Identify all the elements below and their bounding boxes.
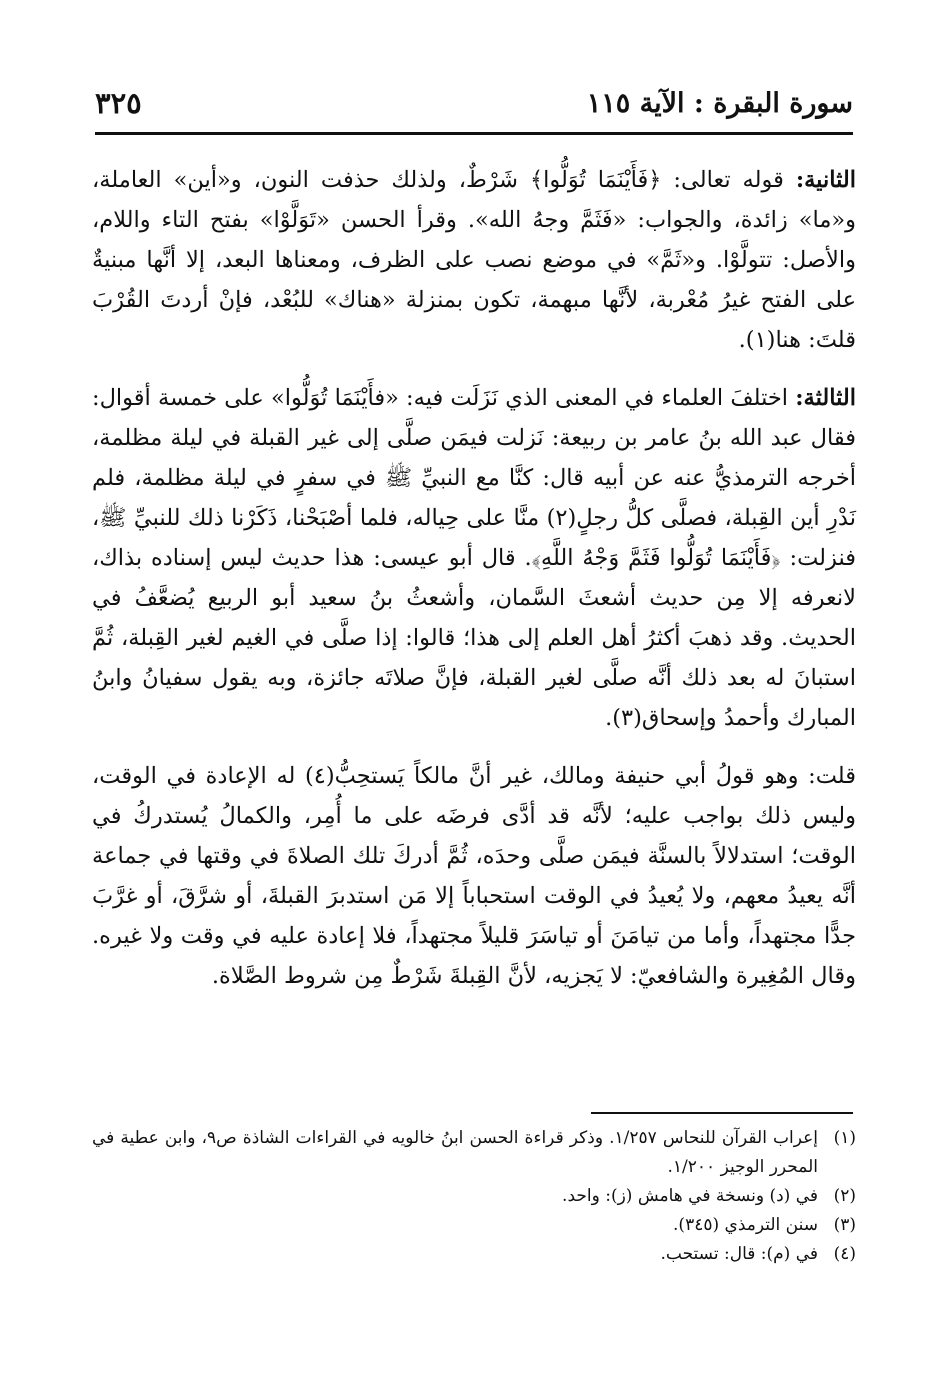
paragraph-text: قلت: وهو قولُ أبي حنيفة ومالك، غير أنَّ مالكاً يَستحِبُّ(٤) له الإعادة في الوقت، وليس ذلك بواجب عليه؛ لأنَّه قد أدَّى فرضَه على ما أُمِر، والكمالُ يُستدركُ في الوقت؛ استدلالاً بالسنَّة فيمَن صلَّى وحدَه، ثُمَّ أدركَ تلك الصلاةَ في وقتها في جماعة أنَّه يعيدُ معهم، ولا يُعيدُ في الوقت استحباباً إلا مَن استدبرَ القبلةَ، أو شرَّقَ، أو غرَّبَ جدًّا مجتهداً، وأما من تيامَنَ أو تياسَرَ قليلاً مجتهداً، فلا إعادة عليه في وقت ولا غيره. وقال المُغِيرة والشافعيّ: لا يَجزيه، لأنَّ القِبلةَ شَرْطٌ مِن شروط الصَّلاة. — [92, 763, 856, 989]
paragraph-commentary — [92, 756, 856, 996]
main-text — [92, 160, 856, 1014]
footnote-number: (١) — [833, 1128, 856, 1148]
footnote-number: (٣) — [833, 1215, 856, 1235]
footnote-item — [92, 1211, 856, 1240]
paragraph-third-issue — [92, 378, 856, 738]
running-header — [95, 84, 853, 130]
footnote-item — [92, 1182, 856, 1211]
paragraph-text: قوله تعالى: ﴿فَأَيْنَمَا تُوَلُّوا﴾ شَرْطٌ، ولذلك حذفت النون، و«أين» العاملة، و«ما» زائدة، والجواب: «فَثَمَّ وجهُ الله». وقرأ الحسن «تَوَلَّوْا» بفتح التاء واللام، والأصل: تتولَّوْا. و«ثَمَّ» في موضع نصب على الظرف، ومعناها البعد، إلا أنَّها مبنيةٌ على الفتح غيرُ مُعْربة، لأنَّها مبهمة، تكون بمنزلة «هناك» للبُعْد، فإنْ أردتَ القُرْبَ قلتَ: هنا(١). — [92, 167, 856, 353]
paragraph-second-issue — [92, 160, 856, 360]
paragraph-text: اختلفَ العلماء في المعنى الذي نَزَلَت فيه: «فأَيْنَمَا تُوَلُّوا» على خمسة أقوال: فقال عبد الله بنُ عامر بن ربيعة: نَزلت فيمَن صلَّى إلى غير القبلة في ليلة مظلمة، أخرجه الترمذيُّ عنه عن أبيه قال: كنَّا مع النبيِّ ﷺ في سفرٍ في ليلة مظلمة، فلم نَدْرِ أين القِبلة، فصلَّى كلُّ رجلٍ(٢) منَّا على حِياله، فلما أصْبَحْنا، ذَكَرْنا ذلك للنبيِّ ﷺ، فنزلت: ﴿فَأَيْنَمَا تُوَلُّوا فَثَمَّ وَجْهُ اللَّهِ﴾. قال أبو عيسى: هذا حديث ليس إسناده بذاك، لانعرفه إلا مِن حديث أشعثَ السَّمان، وأشعثُ بنُ سعيد أبو الربيع يُضعَّفُ في الحديث. وقد ذهبَ أكثرُ أهل العلم إلى هذا؛ قالوا: إذا صلَّى في الغيم لغير القِبلة، ثُمَّ استبانَ له بعد ذلك أنَّه صلَّى لغير القبلة، فإنَّ صلاتَه جائزة، وبه يقول سفيانُ وابنُ المبارك وأحمدُ وإسحاق(٣). — [92, 385, 856, 731]
footnote-text: إعراب القرآن للنحاس ١/٢٥٧. وذكر قراءة الحسن ابنُ خالويه في القراءات الشاذة ص٩، وابن عطية في المحرر الوجيز ١/٢٠٠. — [92, 1128, 818, 1177]
header-divider — [95, 132, 853, 135]
paragraph-lead: الثالثة: — [795, 385, 856, 411]
paragraph-lead: الثانية: — [795, 167, 856, 193]
footnote-text: في (م): قال: تستحب. — [660, 1244, 818, 1264]
footnote-number: (٢) — [833, 1186, 856, 1206]
footnote-number: (٤) — [833, 1244, 856, 1264]
footnote-text: في (د) ونسخة في هامش (ز): واحد. — [562, 1186, 818, 1206]
running-header-title: سورة البقرة : الآية ١١٥ — [586, 88, 853, 119]
footnote-item — [92, 1124, 856, 1182]
footnote-text: سنن الترمذي (٣٤٥). — [673, 1215, 818, 1235]
page-number: ٣٢٥ — [95, 86, 142, 120]
footnotes — [92, 1124, 856, 1269]
footnote-item — [92, 1240, 856, 1269]
footnote-divider — [591, 1112, 853, 1114]
